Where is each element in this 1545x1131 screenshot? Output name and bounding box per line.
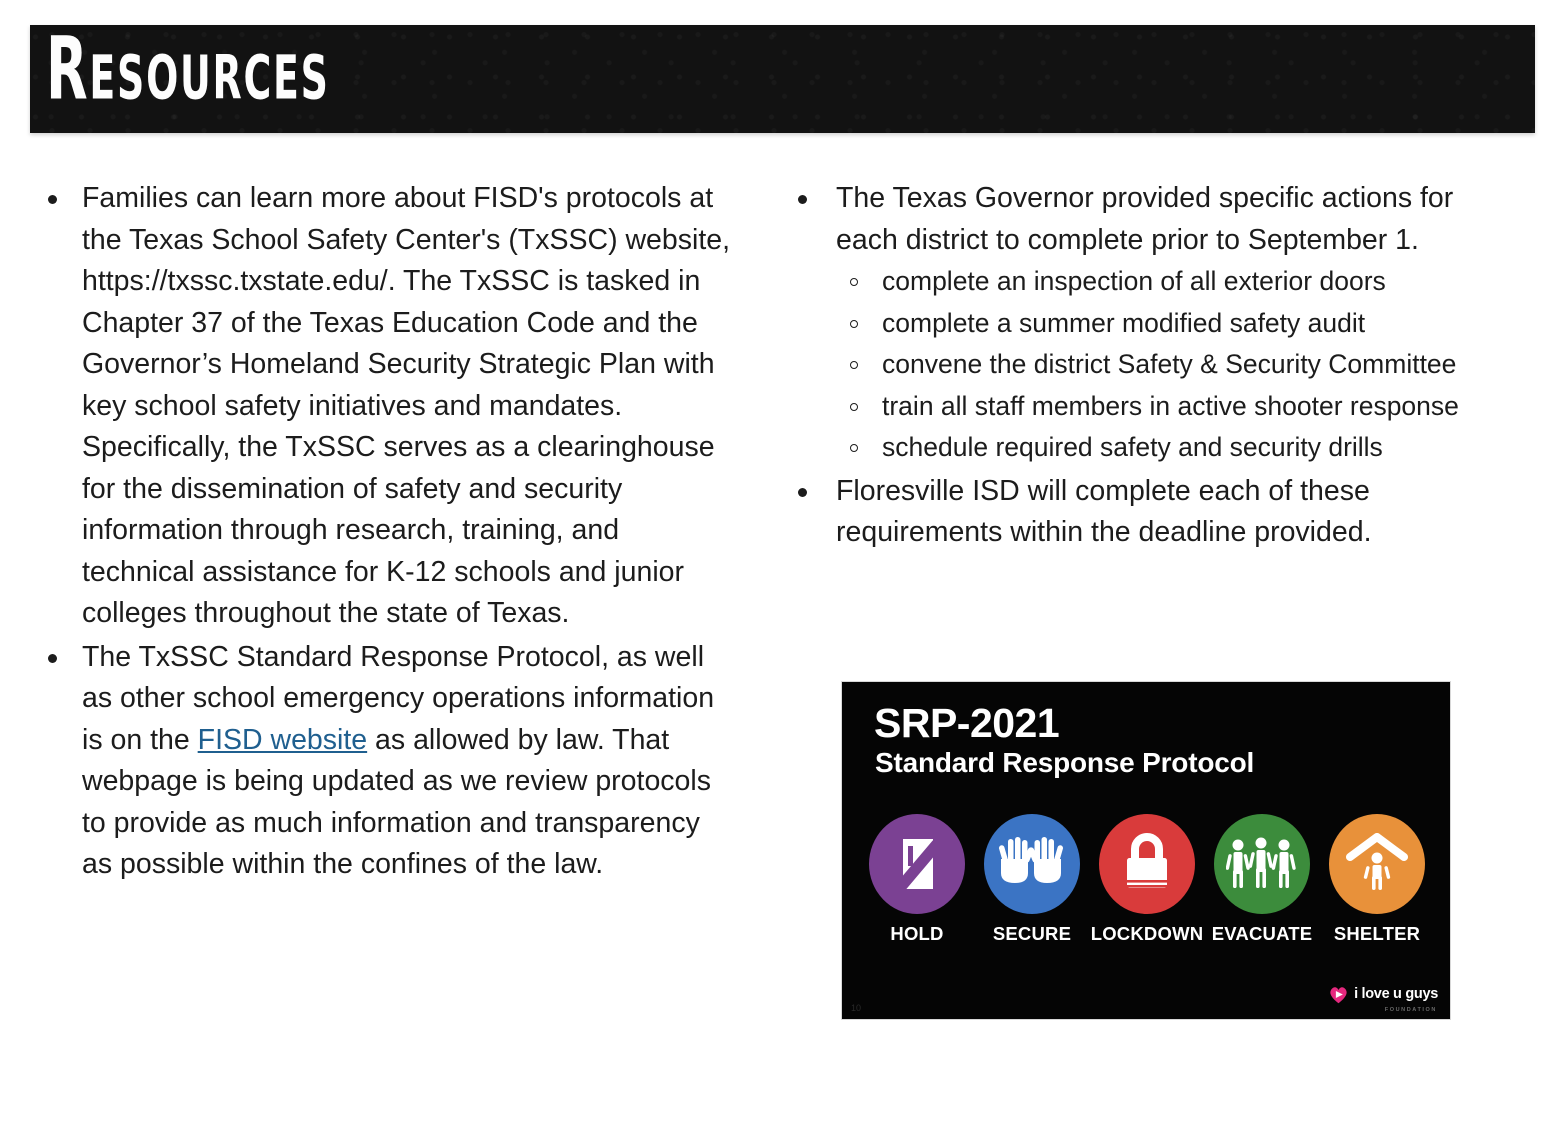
list-item: [786, 471, 1486, 554]
sub-bullet-text: complete an inspection of all exterior doors: [882, 266, 1386, 296]
door-icon: [889, 833, 945, 895]
left-bullet-list: [36, 178, 736, 886]
bullet-text: Families can learn more about FISD's protocols at the Texas School Safety Center's (TxSSC) website, https://txssc.txstate.edu/. The TxSSC is tasked in Chapter 37 of the Texas Education Code and the Governor’s Homeland Security Strategic Plan with key school safety initiatives and mandates. Specifically, the TxSSC serves as a clearinghouse for the dissemination of safety and security information through research, training, and technical assistance for K-12 schools and junior colleges throughout the state of Texas.: [82, 182, 731, 629]
list-item: [836, 303, 1486, 345]
list-item: [836, 427, 1486, 469]
srp-label-secure: SECURE: [992, 923, 1072, 944]
bullet-text: The Texas Governor provided specific actions for each district to complete prior to September 1.: [836, 182, 1454, 256]
srp-2021-graphic: [841, 681, 1451, 1020]
srp-icon-row: [862, 814, 1432, 945]
bullet-text: Floresville ISD will complete each of these requirements within the deadline provided.: [836, 474, 1372, 548]
padlock-icon: [1119, 832, 1175, 896]
sub-bullet-text: schedule required safety and security drills: [882, 432, 1383, 462]
list-item: [36, 637, 736, 886]
list-item: [36, 178, 736, 635]
srp-item-hold: [862, 814, 972, 945]
list-item: [836, 344, 1486, 386]
hands-icon: [997, 835, 1067, 893]
srp-label-evacuate: EVACUATE: [1211, 923, 1313, 944]
people-icon: [1226, 835, 1298, 893]
left-content-column: [36, 178, 736, 888]
right-bullet-list: [786, 178, 1486, 554]
slide-page-number: 10: [851, 1003, 862, 1013]
srp-item-lockdown: [1092, 814, 1202, 945]
bullet-text-part-1: The TxSSC Standard Response Protocol, as well as other school emergency operations information is on the: [82, 640, 715, 756]
srp-circle-shelter: [1329, 814, 1425, 914]
sub-bullet-text: train all staff members in active shooter response: [882, 390, 1459, 421]
srp-circle-lockdown: [1099, 814, 1195, 914]
list-item: [786, 178, 1486, 469]
srp-label-lockdown: LOCKDOWN: [1090, 923, 1204, 944]
shelter-icon: [1346, 833, 1408, 895]
srp-circle-hold: [869, 814, 965, 914]
srp-circle-secure: [984, 814, 1080, 914]
srp-item-shelter: [1322, 814, 1432, 945]
srp-label-hold: HOLD: [890, 923, 944, 944]
slide-header-banner: [30, 18, 1535, 133]
srp-circle-evacuate: [1214, 814, 1310, 914]
srp-label-shelter: SHELTER: [1333, 923, 1421, 944]
logo-subtext: FOUNDATION: [1384, 1007, 1437, 1013]
list-item: [836, 261, 1486, 303]
srp-title: SRP-2021: [874, 700, 1060, 746]
list-item: [836, 386, 1486, 428]
logo-text: i love u guys: [1354, 986, 1438, 1003]
sub-bullet-text: convene the district Safety & Security Committee: [882, 349, 1457, 379]
fisd-website-link[interactable]: FISD website: [197, 723, 368, 756]
right-content-column: [786, 178, 1486, 556]
srp-subtitle: Standard Response Protocol: [875, 747, 1255, 778]
srp-item-evacuate: [1207, 814, 1317, 945]
bullet-text-part-2: as allowed by law. That webpage is being updated as we review protocols to provide as much information and transparency as possible within the confines of the law.: [82, 723, 711, 880]
page-title: Resources: [46, 18, 330, 120]
heart-play-icon: [1328, 984, 1349, 1005]
srp-item-secure: [977, 814, 1087, 945]
i-love-u-guys-logo: [1328, 984, 1438, 1005]
sub-bullet-text: complete a summer modified safety audit: [882, 307, 1366, 338]
governor-actions-sublist: [836, 261, 1486, 469]
